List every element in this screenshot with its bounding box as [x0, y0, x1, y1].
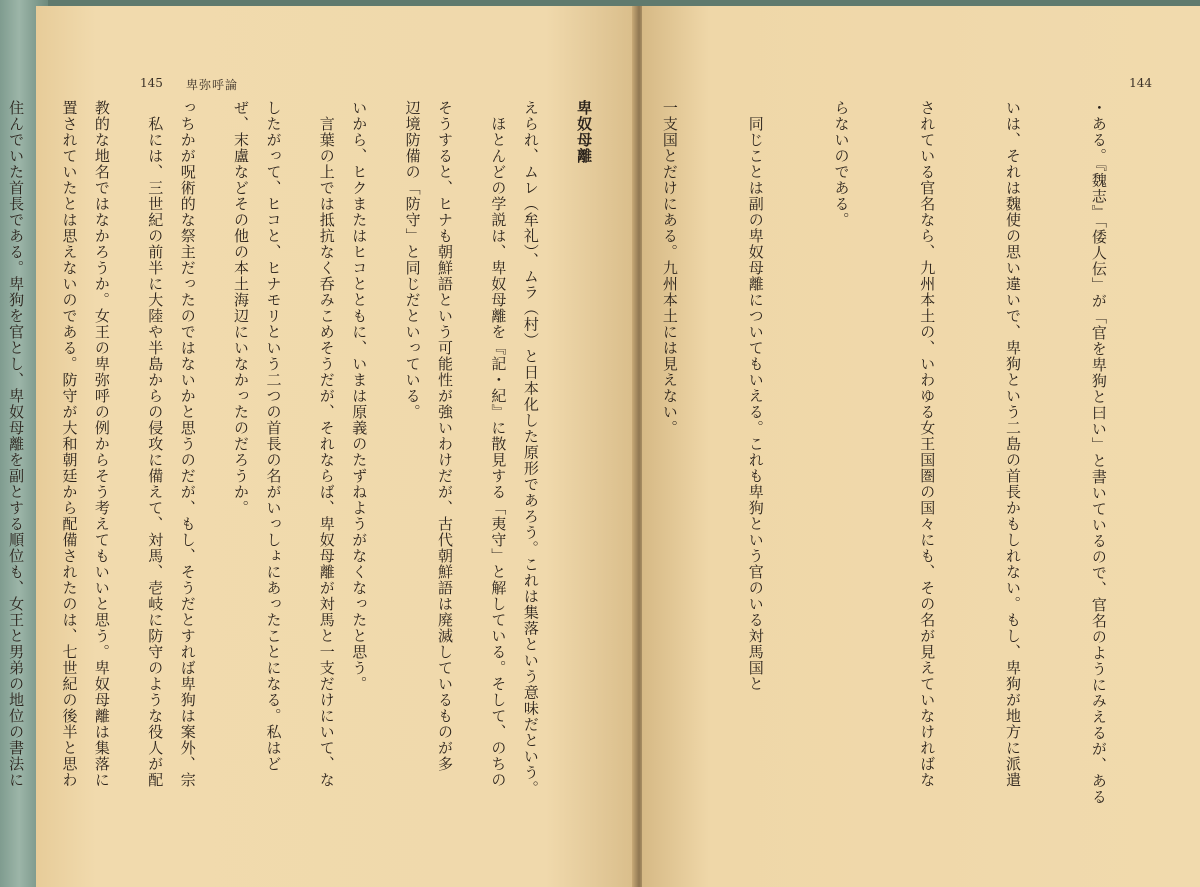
- text-line: 置されていたとは思えないのである。防守が大和朝廷から配備されたのは、七世紀の後半と思わ: [60, 100, 79, 788]
- text-line: いから、ヒクまたはヒコとともに、いまは原義のたずねようがなくなったと思う。: [350, 100, 369, 692]
- text-line: ほとんどの学説は、卑奴母離を『記・紀』に散見する「夷守」と解している。そして、のちの: [489, 100, 508, 788]
- text-line: えられ、ムレ（牟礼）、ムラ（村）と日本化した原形であろう。これは集落という意味だという。: [521, 100, 540, 797]
- text-line: 辺境防備の「防守」と同じだといっている。: [403, 100, 422, 420]
- text-line: らないのである。: [832, 100, 851, 228]
- page-number-right: 144: [1129, 76, 1152, 90]
- section-heading: 卑奴母離: [575, 100, 594, 164]
- text-line: 同じことは副の卑奴母離についてもいえる。これも卑狗という官のいる対馬国と: [746, 100, 765, 692]
- text-line: したがって、ヒコと、ヒナモリという二つの首長の名がいっしょにあったことになる。私はど: [264, 100, 283, 772]
- text-line: ・ある。『魏志』「倭人伝」が「官を卑狗と曰い」と書いているので、官名のようにみえるが、ある: [1089, 100, 1108, 805]
- open-book: [7, 6, 1200, 887]
- text-line: 一支国とだけにある。九州本土には見えない。: [660, 100, 679, 436]
- text-line: そうすると、ヒナも朝鮮語という可能性が強いわけだが、古代朝鮮語は廃滅しているものが多: [436, 100, 455, 772]
- text-line: されている官名なら、九州本土の、いわゆる女王国圏の国々にも、その名が見えていなければな: [918, 100, 937, 788]
- text-line: っちかが呪術的な祭主だったのではないかと思うのだが、もし、そうだとすれば卑狗は案外、宗: [178, 100, 197, 788]
- right-page-text: [0, 100, 1170, 840]
- text-line: ぜ、末盧などその他の本土海辺にいなかったのだろうか。: [232, 100, 250, 516]
- running-head: 卑弥呼論: [186, 78, 239, 92]
- page-number-left: 145: [140, 76, 163, 90]
- text-line: 言葉の上では抵抗なく呑みこめそうだが、それならば、卑奴母離が対馬と一支だけにいて、な: [317, 100, 336, 788]
- text-line: 私には、三世紀の前半に大陸や半島からの侵攻に備えて、対馬、壱岐に防守のような役人が配: [146, 100, 165, 788]
- text-line: 住んでいた首長である。卑狗を官とし、卑奴母離を副とする順位も、女王と男弟の地位の書法に: [7, 100, 26, 788]
- text-line: 教的な地名ではなかろうか。女王の卑弥呼の例からそう考えてもいいと思う。卑奴母離は集落に: [92, 100, 111, 788]
- text-line: いは、それは魏使の思い違いで、卑狗という二島の首長かもしれない。もし、卑狗が地方に派遣: [1004, 100, 1023, 788]
